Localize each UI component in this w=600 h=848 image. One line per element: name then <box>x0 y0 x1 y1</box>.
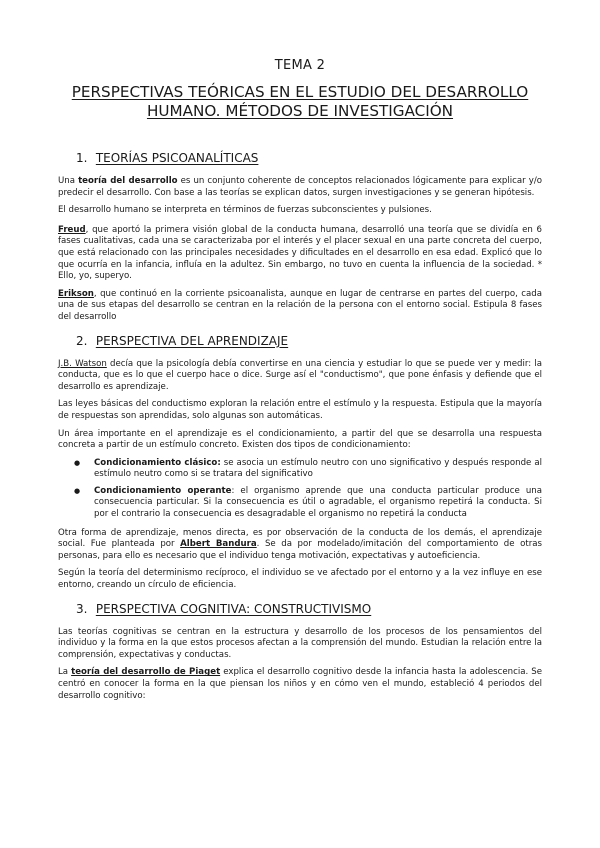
paragraph: Freud, que aportó la primera visión global de la conducta humana, desarrolló una teoría que se dividía en 6 fases cualitativas, cada una se caracterizaba por el interés y el placer sexual en una parte concreta del cuerpo, que está relacionado con las principales necesidades y dificultades en el desarrollo en esa edad. Explicó que lo que ocurría en la infancia, influía en la adultez. Sin embargo, no tuvo en cuenta la influencia de la sociedad. * Ello, yo, superyo. <box>58 224 542 282</box>
bullet-list <box>58 458 542 521</box>
section-heading <box>58 334 542 349</box>
paragraph: Erikson, que continuó en la corriente psicoanalista, aunque en lugar de centrarse en partes del cuerpo, cada una de sus etapas del desarrollo se centran en la relación de la persona con el entorno social. Estipula 8 fases del desarrollo <box>58 288 542 322</box>
erikson-link: Erikson <box>58 288 94 299</box>
section-title: PERSPECTIVA DEL APRENDIZAJE <box>95 333 289 348</box>
paragraph: Las leyes básicas del conductismo exploran la relación entre el estímulo y la respuesta. Estipula que la mayoría de respuestas son aprendidas, solo algunas son automáticas. <box>58 399 542 421</box>
title-line-2: HUMANO. MÉTODOS DE INVESTIGACIÓN <box>146 102 454 120</box>
bandura-link: Albert Bandura <box>180 539 257 550</box>
paragraph: La teoría del desarrollo de Piaget explica el desarrollo cognitivo desde la infancia hasta la adolescencia. Se centró en conocer la forma en la que piensan los niños y en cómo ven el mundo, estableció 4 periodos del desarrollo cognitivo: <box>58 667 542 701</box>
freud-link: Freud <box>58 224 86 235</box>
section-number: 1. <box>76 151 88 165</box>
section-heading <box>58 602 542 617</box>
section-title: PERSPECTIVA COGNITIVA: CONSTRUCTIVISMO <box>95 601 372 616</box>
section-number: 2. <box>76 333 88 348</box>
paragraph: Según la teoría del determinismo recíproco, el individuo se ve afectado por el entorno y a la vez influye en ese entorno, creando un círculo de eficiencia. <box>58 568 542 591</box>
paragraph: Otra forma de aprendizaje, menos directa, es por observación de la conducta de los demás, el aprendizaje social. Fue planteada por Albert Bandura. Se da por modelado/imitación del comportamiento de otras personas, para ello es necesario que el individuo tenga motivación, expectativas y autoeficiencia. <box>58 527 542 561</box>
title-line-1: PERSPECTIVAS TEÓRICAS EN EL ESTUDIO DEL DESARROLLO <box>71 83 529 101</box>
list-item: ● Condicionamiento clásico: se asocia un estímulo neutro con uno significativo y después responde al estímulo neutro como si se tratara del significativo <box>94 458 542 481</box>
paragraph: J.B. Watson decía que la psicología debía convertirse en una ciencia y estudiar lo que se puede ver y medir: la conducta, que es lo que el cuerpo hace o dice. Surge así el "conductismo", que pone énfasis y defiende que el desarrollo es aprendizaje. <box>58 358 542 392</box>
list-item: ● Condicionamiento operante: el organismo aprende que una conducta particular produce una consecuencia particular. Si la consecuencia es útil o agradable, el organismo repetirá la conducta. Si por el contrario la consecuencia es desagradable el organismo no repetirá la conducta <box>94 486 542 521</box>
bold-term: teoría del desarrollo <box>78 176 178 186</box>
section-cognitiva <box>58 602 542 703</box>
piaget-link: teoría del desarrollo de Piaget <box>71 667 221 678</box>
tema-label: TEMA 2 <box>274 58 326 73</box>
page-title <box>52 83 548 121</box>
paragraph: Una teoría del desarrollo es un conjunto coherente de conceptos relacionados lógicamente para explicar y/o predecir el desarrollo. Con base a las teorías se explican datos, surgen investigaciones y se generan hipótesis. <box>58 176 542 198</box>
paragraph: Un área importante en el aprendizaje es el condicionamiento, a partir del que se desarrolla una respuesta concreta a partir de un estímulo concreto. Existen dos tipos de condicionamiento: <box>58 428 542 451</box>
section-aprendizaje <box>58 334 542 592</box>
section-number: 3. <box>76 601 88 616</box>
watson-link: J.B. Watson <box>58 358 107 369</box>
section-heading <box>58 151 542 166</box>
paragraph: Las teorías cognitivas se centran en la estructura y desarrollo de los procesos de los pensamientos del individuo y la forma en la que estos procesos afectan a la comprensión del mundo. Estudian la relación entre la comprensión, expectativas y conductas. <box>58 626 542 660</box>
paragraph: El desarrollo humano se interpreta en términos de fuerzas subconscientes y pulsiones. <box>58 205 432 216</box>
section-title: TEORÍAS PSICOANALÍTICAS <box>95 151 259 165</box>
section-psicoanaliticas <box>58 151 542 324</box>
